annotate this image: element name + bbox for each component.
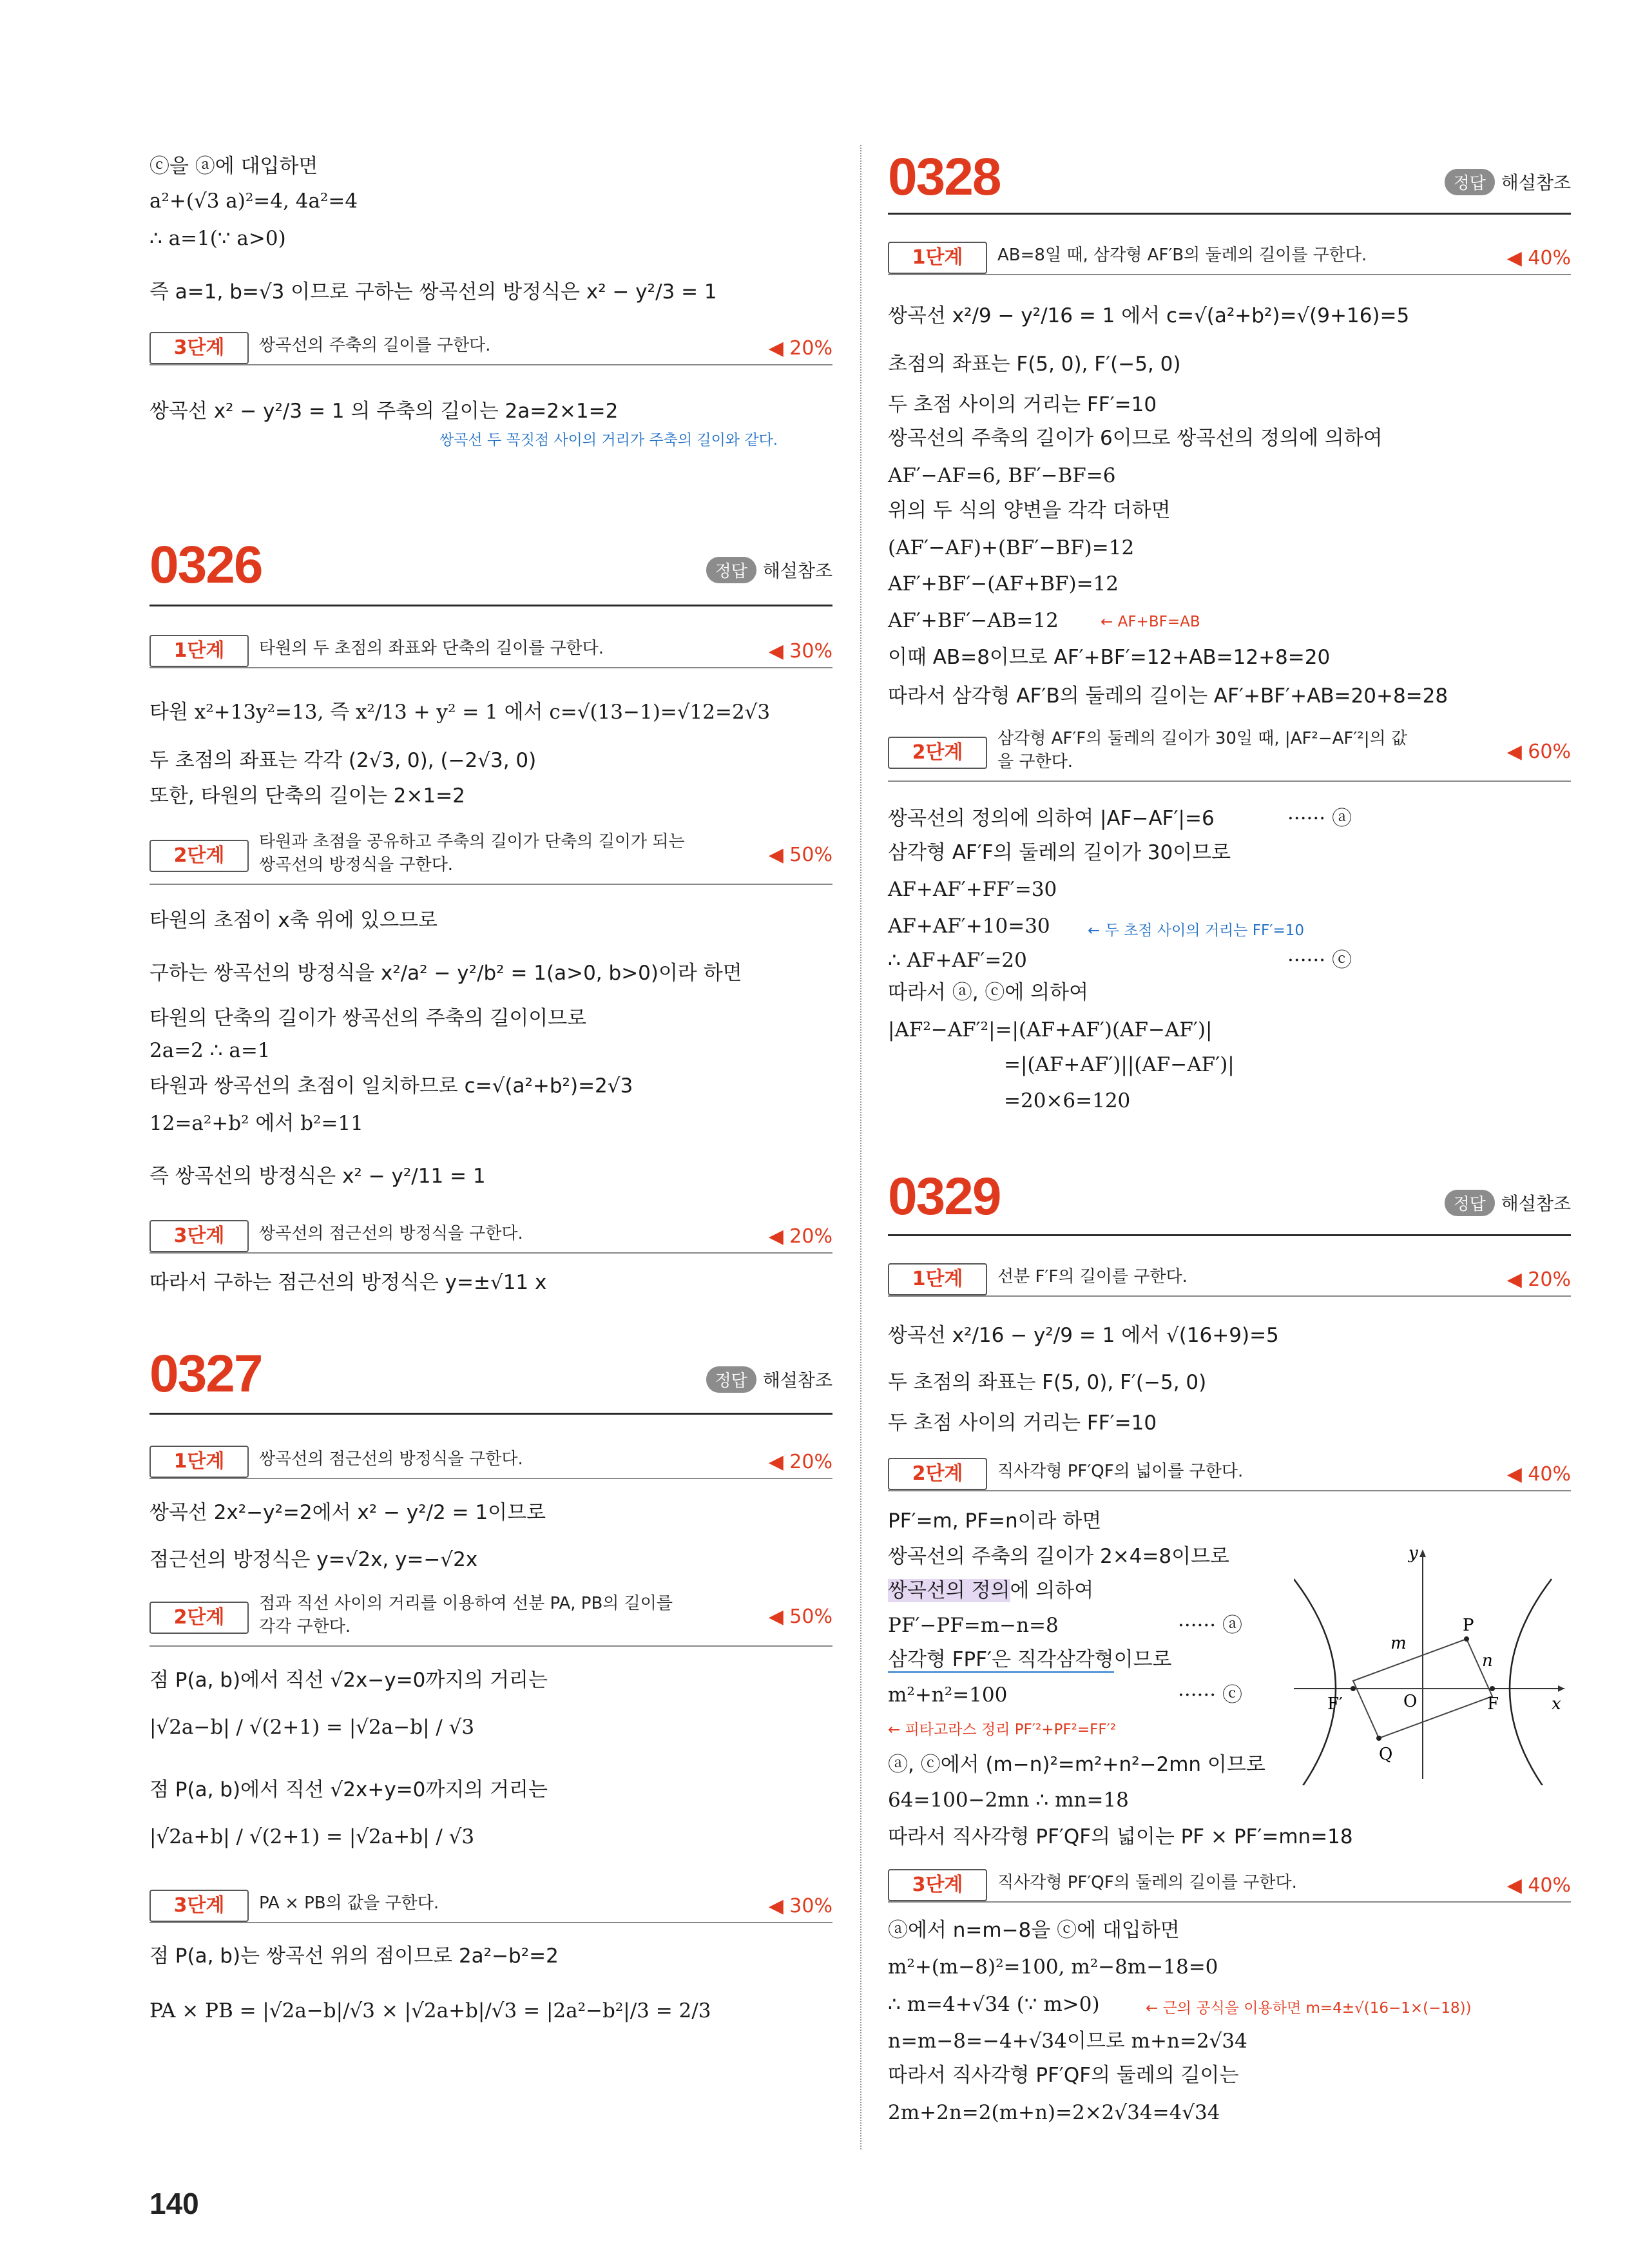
step-description: 을 구한다. <box>997 752 1073 771</box>
step-tag: 2단계 <box>888 737 987 769</box>
math-line: AF+AF′+10=30 <box>888 915 1050 938</box>
problem-number: 0329 <box>888 1167 1001 1226</box>
step2-header <box>888 725 1571 780</box>
equation-marker: ······ ⓒ <box>1178 1683 1242 1707</box>
step-percent: ◀ 40% <box>1506 247 1571 269</box>
point-p <box>1464 1636 1469 1642</box>
label-m: m <box>1390 1634 1407 1653</box>
step-tag: 1단계 <box>888 1263 987 1295</box>
math-line: 2m+2n=2(m+n)=2×2√34=4√34 <box>888 2101 1220 2124</box>
math-line: 12=a²+b² 에서 b²=11 <box>149 1112 363 1135</box>
text-line: 쌍곡선의 주축의 길이가 6이므로 쌍곡선의 정의에 의하여 <box>888 427 1383 450</box>
left-branch <box>1294 1579 1336 1785</box>
step-description: 각각 구한다. <box>259 1617 351 1636</box>
step-percent: ◀ 30% <box>768 640 832 663</box>
step-tag: 3단계 <box>888 1869 987 1901</box>
math-line: AF′−AF=6, BF′−BF=6 <box>888 464 1116 487</box>
text-line: ⓐ에서 n=m−8을 ⓒ에 대입하면 <box>888 1919 1180 1942</box>
math-line: ∴ AF+AF′=20 <box>888 949 1027 972</box>
text-line: 즉 쌍곡선의 방정식은 x² − y²/11 = 1 <box>149 1165 486 1188</box>
annotation-note: 쌍곡선 두 꼭짓점 사이의 거리가 주축의 길이와 같다. <box>439 432 778 449</box>
math-line: (AF′−AF)+(BF′−BF)=12 <box>888 536 1135 559</box>
text-line: 점근선의 방정식은 y=√2x, y=−√2x <box>149 1548 478 1571</box>
text-line: 두 초점 사이의 거리는 FF′=10 <box>888 1411 1157 1435</box>
step-tag: 2단계 <box>149 1602 249 1634</box>
text-line: 따라서 직사각형 PF′QF의 넓이는 PF × PF′=mn=18 <box>888 1825 1353 1848</box>
step2-header <box>149 1590 832 1645</box>
text-line: ⓐ, ⓒ에서 (m−n)²=m²+n²−2mn 이므로 <box>888 1753 1265 1776</box>
label-f: F <box>1487 1694 1499 1714</box>
step-percent: ◀ 20% <box>1506 1268 1571 1291</box>
step-percent: ◀ 20% <box>768 1225 832 1248</box>
math-line: =|(AF+AF′)||(AF−AF′)| <box>1004 1053 1235 1076</box>
step-description: 쌍곡선의 점근선의 방정식을 구한다. <box>259 1449 523 1469</box>
text-line: 점 P(a, b)에서 직선 √2x−y=0까지의 거리는 <box>149 1669 548 1692</box>
equation-marker: ······ ⓐ <box>1287 807 1352 830</box>
text-line: 쌍곡선 x²/16 − y²/9 = 1 에서 √(16+9)=5 <box>888 1324 1279 1347</box>
point-q <box>1376 1736 1381 1741</box>
math-line: 2a=2 ∴ a=1 <box>149 1039 271 1062</box>
step-description: 쌍곡선의 방정식을 구한다. <box>259 855 454 875</box>
step-percent: ◀ 60% <box>1506 741 1571 763</box>
text-line: 따라서 ⓐ, ⓒ에 의하여 <box>888 981 1089 1004</box>
text-line: ⓒ을 ⓐ에 대입하면 <box>149 155 318 178</box>
step-percent: ◀ 30% <box>768 1895 832 1917</box>
point-f-prime <box>1351 1686 1356 1691</box>
annotation-note: ← 근의 공식을 이용하면 m=4±√(16−1×(−18)) <box>1146 2000 1472 2017</box>
step2-header <box>149 828 832 884</box>
text-line: 두 초점의 좌표는 F(5, 0), F′(−5, 0) <box>888 1371 1207 1394</box>
text-line: 따라서 구하는 점근선의 방정식은 y=±√11 x <box>149 1271 547 1294</box>
math-line: |√2a−b| / √(2+1) = |√2a−b| / √3 <box>149 1716 475 1739</box>
text-line: 쌍곡선 x²/9 − y²/16 = 1 에서 c=√(a²+b²)=√(9+16)=5 <box>888 304 1410 327</box>
step-description: 점과 직선 사이의 거리를 이용하여 선분 PA, PB의 길이를 <box>259 1594 673 1613</box>
annotation-note: ← AF+BF=AB <box>1101 614 1200 630</box>
text-line: 따라서 삼각형 AF′B의 둘레의 길이는 AF′+BF′+AB=20+8=28 <box>888 684 1448 708</box>
step-tag: 2단계 <box>888 1458 987 1490</box>
step3-header <box>149 1890 832 1922</box>
text-line: 즉 a=1, b=√3 이므로 구하는 쌍곡선의 방정식은 x² − y²/3 = 1 <box>149 280 717 304</box>
text-line: 삼각형 FPF′은 직각삼각형이므로 <box>888 1647 1171 1672</box>
step-description: 쌍곡선의 점근선의 방정식을 구한다. <box>259 1224 523 1243</box>
text-line: 삼각형 AF′F의 둘레의 길이가 30이므로 <box>888 841 1231 864</box>
text-line: 타원과 쌍곡선의 초점이 일치하므로 c=√(a²+b²)=2√3 <box>149 1074 633 1098</box>
answer-badge: 정답 해설참조 <box>1445 1190 1571 1216</box>
x-axis-arrow <box>1558 1685 1564 1692</box>
step-description: 타원과 초점을 공유하고 주축의 길이가 단축의 길이가 되는 <box>259 832 685 851</box>
step-description: PA × PB의 값을 구한다. <box>259 1894 439 1913</box>
text-line: 타원의 초점이 x축 위에 있으므로 <box>149 909 438 932</box>
text-line: 따라서 직사각형 PF′QF의 둘레의 길이는 <box>888 2064 1239 2087</box>
problem-number: 0328 <box>888 148 1001 206</box>
step1-header <box>149 1446 832 1478</box>
text-line: 점 P(a, b)에서 직선 √2x+y=0까지의 거리는 <box>149 1778 548 1801</box>
step-description: AB=8일 때, 삼각형 AF′B의 둘레의 길이를 구한다. <box>997 246 1367 265</box>
math-line: |√2a+b| / √(2+1) = |√2a+b| / √3 <box>149 1825 475 1848</box>
text-line: 타원의 단축의 길이가 쌍곡선의 주축의 길이이므로 <box>149 1007 587 1030</box>
text-line: 쌍곡선의 주축의 길이가 2×4=8이므로 <box>888 1545 1229 1568</box>
text-line: 구하는 쌍곡선의 방정식을 x²/a² − y²/b² = 1(a>0, b>0)이라 하면 <box>149 962 742 985</box>
math-line: |AF²−AF′²|=|(AF+AF′)(AF−AF′)| <box>888 1018 1213 1042</box>
step-tag: 2단계 <box>149 840 249 872</box>
step-description: 직사각형 PF′QF의 넓이를 구한다. <box>997 1462 1244 1481</box>
column-divider <box>860 145 861 2149</box>
y-axis-label: y <box>1409 1544 1418 1563</box>
text-line: 쌍곡선 2x²−y²=2에서 x² − y²/2 = 1이므로 <box>149 1501 546 1524</box>
text-line: 또한, 타원의 단축의 길이는 2×1=2 <box>149 784 465 808</box>
math-line: ∴ m=4+√34 (∵ m>0) <box>888 1993 1100 2016</box>
step-percent: ◀ 20% <box>768 337 832 360</box>
text-line: 초점의 좌표는 F(5, 0), F′(−5, 0) <box>888 353 1181 376</box>
answer-badge: 정답 해설참조 <box>706 557 832 583</box>
math-line: AF′+BF′−AB=12 <box>888 609 1059 632</box>
step-tag: 1단계 <box>149 1446 249 1478</box>
math-line: 타원 x²+13y²=13, 즉 x²/13 + y² = 1 에서 c=√(13−1)=√12=2√3 <box>149 701 771 724</box>
math-line: 64=100−2mn ∴ mn=18 <box>888 1788 1129 1812</box>
math-line: m²+(m−8)²=100, m²−8m−18=0 <box>888 1955 1218 1979</box>
hyperbola-graph <box>1294 1540 1571 1785</box>
math-line: ∴ a=1(∵ a>0) <box>149 227 286 250</box>
math-line: =20×6=120 <box>1004 1089 1131 1112</box>
text-line: 두 초점의 좌표는 각각 (2√3, 0), (−2√3, 0) <box>149 749 537 772</box>
step3-header <box>149 332 832 364</box>
math-line: PF′−PF=m−n=8 <box>888 1614 1059 1637</box>
step1-header <box>888 242 1571 274</box>
step-tag: 3단계 <box>149 1220 249 1252</box>
answer-badge: 정답 해설참조 <box>1445 169 1571 195</box>
text-line: 점 P(a, b)는 쌍곡선 위의 점이므로 2a²−b²=2 <box>149 1944 559 1968</box>
annotation-note: ← 두 초점 사이의 거리는 FF′=10 <box>1088 922 1305 939</box>
text-line: 쌍곡선의 정의에 의하여 |AF−AF′|=6 <box>888 807 1215 830</box>
step-percent: ◀ 40% <box>1506 1463 1571 1486</box>
step-tag: 3단계 <box>149 1890 249 1922</box>
text-line: 쌍곡선의 정의에 의하여 <box>888 1579 1094 1602</box>
step-percent: ◀ 20% <box>768 1451 832 1473</box>
step-description: 직사각형 PF′QF의 둘레의 길이를 구한다. <box>997 1873 1297 1892</box>
step-tag: 1단계 <box>149 635 249 667</box>
step-tag: 1단계 <box>888 242 987 274</box>
step-percent: ◀ 50% <box>768 844 832 866</box>
x-axis-label: x <box>1552 1694 1561 1714</box>
page-number: 140 <box>149 2187 199 2220</box>
math-line: PA × PB = |√2a−b|/√3 × |√2a+b|/√3 = |2a²−b²|/3 = 2/3 <box>149 1999 711 2022</box>
step3-header <box>888 1869 1571 1901</box>
answer-badge: 정답 해설참조 <box>706 1366 832 1393</box>
label-p: P <box>1463 1616 1474 1635</box>
problem-number: 0326 <box>149 536 262 594</box>
math-line: a²+(√3 a)²=4, 4a²=4 <box>149 189 358 213</box>
equation-marker: ······ ⓒ <box>1287 949 1352 972</box>
step-percent: ◀ 50% <box>768 1605 832 1628</box>
label-q: Q <box>1379 1745 1393 1764</box>
annotation-note: ← 피타고라스 정리 PF′²+PF²=FF′² <box>888 1721 1117 1738</box>
step-description: 타원의 두 초점의 좌표와 단축의 길이를 구한다. <box>259 639 604 658</box>
text-line: 쌍곡선 x² − y²/3 = 1 의 주축의 길이는 2a=2×1=2 <box>149 400 619 423</box>
text-line: PF′=m, PF=n이라 하면 <box>888 1509 1102 1533</box>
step1-header <box>888 1263 1571 1295</box>
label-o: O <box>1403 1692 1418 1711</box>
math-line: n=m−8=−4+√34이므로 m+n=2√34 <box>888 2030 1247 2053</box>
step3-header <box>149 1220 832 1252</box>
step-percent: ◀ 40% <box>1506 1874 1571 1897</box>
step2-header <box>888 1458 1571 1490</box>
label-n: n <box>1482 1651 1493 1671</box>
step-description: 선분 F′F의 길이를 구한다. <box>997 1267 1188 1286</box>
right-branch <box>1510 1579 1552 1785</box>
text-line: 이때 AB=8이므로 AF′+BF′=12+AB=12+8=20 <box>888 646 1331 669</box>
text-line: 위의 두 식의 양변을 각각 더하면 <box>888 499 1171 522</box>
y-axis-arrow <box>1419 1549 1426 1557</box>
math-line: AF+AF′+FF′=30 <box>888 878 1057 901</box>
equation-marker: ······ ⓐ <box>1178 1614 1242 1637</box>
label-f-prime: F′ <box>1327 1694 1343 1714</box>
point-f <box>1490 1686 1495 1691</box>
math-line: AF′+BF′−(AF+BF)=12 <box>888 572 1119 596</box>
step-description: 삼각형 AF′F의 둘레의 길이가 30일 때, |AF²−AF′²|의 값 <box>997 729 1407 748</box>
step-tag: 3단계 <box>149 332 249 364</box>
math-line: m²+n²=100 <box>888 1683 1008 1707</box>
step-description: 쌍곡선의 주축의 길이를 구한다. <box>259 336 491 355</box>
step1-header <box>149 635 832 667</box>
text-line: 두 초점 사이의 거리는 FF′=10 <box>888 393 1157 416</box>
problem-number: 0327 <box>149 1344 262 1403</box>
